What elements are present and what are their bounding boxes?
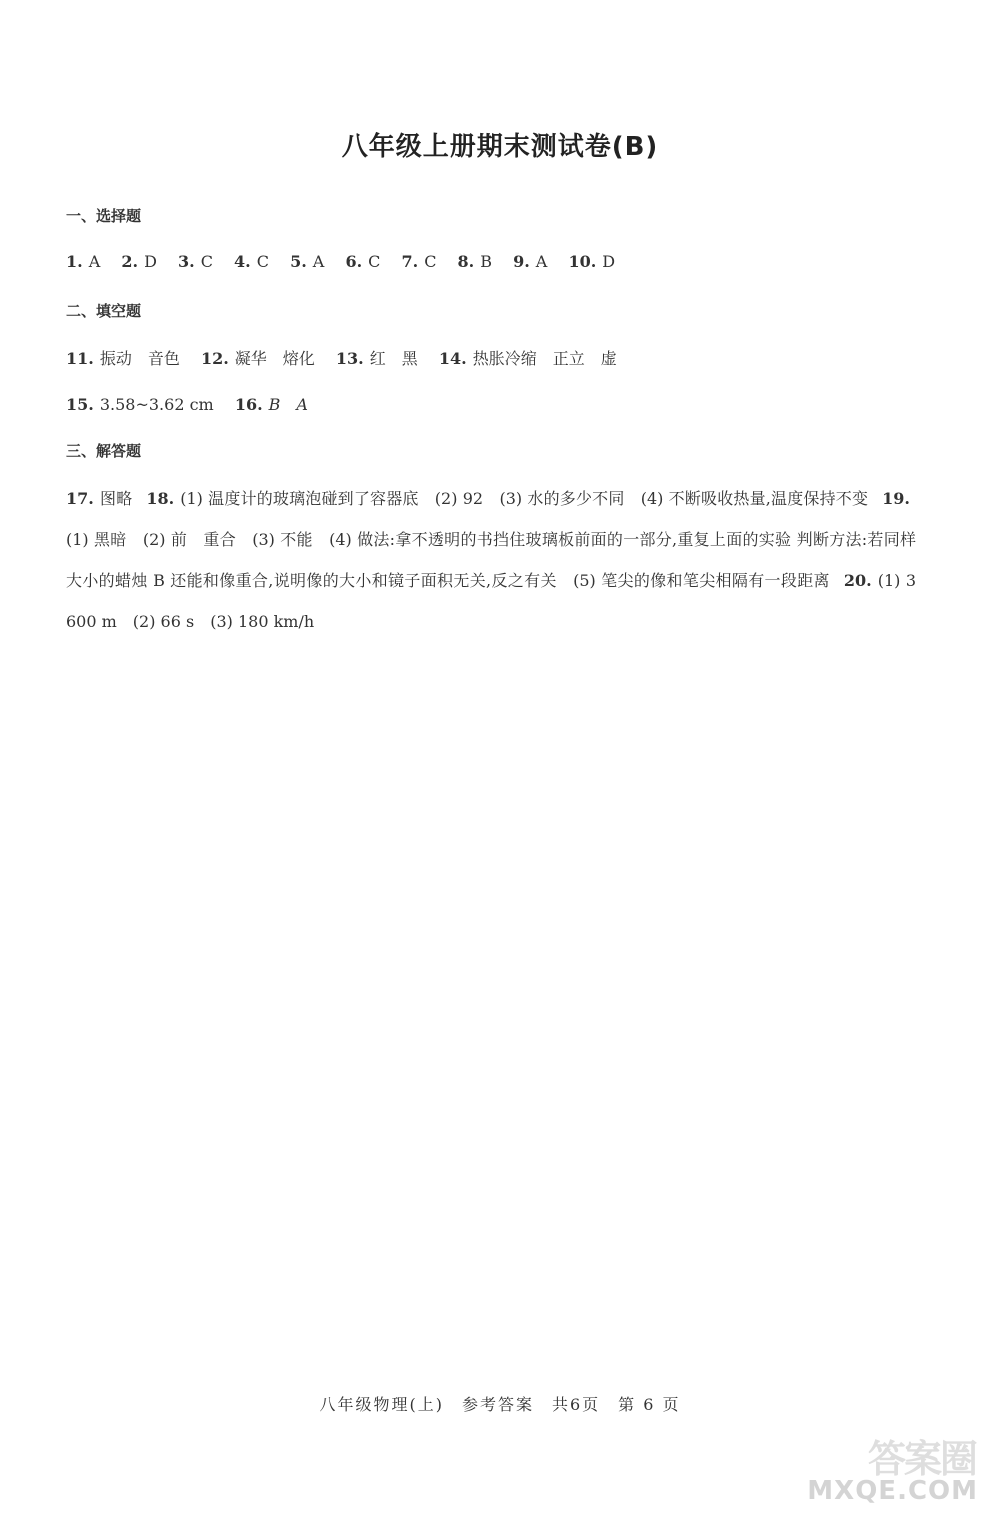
answer-item: 10. D	[568, 252, 616, 271]
fill-answers-line-1	[66, 346, 633, 369]
section-heading-choice: 一、选择题	[66, 207, 142, 225]
answer-item: 4. C	[234, 252, 269, 271]
watermark-logo	[800, 1426, 990, 1512]
answer-item: 1. A	[66, 252, 101, 271]
answer-paragraph	[66, 478, 916, 642]
watermark-url: MXQE.COM	[807, 1476, 978, 1506]
answer-item: 7. C	[401, 252, 437, 271]
section-heading-answer: 三、解答题	[66, 442, 142, 460]
answer-item: 14. 热胀冷缩 正立 虚	[438, 349, 617, 368]
question-number: 20.	[843, 571, 872, 590]
answer-text: 图略	[99, 489, 133, 508]
answer-item: 16. B A	[234, 395, 308, 414]
answer-item: 6. C	[345, 252, 381, 271]
answer-text: (1) 温度计的玻璃泡碰到了容器底 (2) 92 (3) 水的多少不同 (4) 不断吸收热量,温度保持不变	[180, 489, 869, 508]
choice-answers	[66, 252, 631, 271]
answer-item: 11. 振动 音色	[66, 349, 180, 368]
answer-text: (1) 黑暗 (2) 前 重合 (3) 不能 (4) 做法:拿不透明的书挡住玻璃板前面的一部分,重复上面的实验 判断方法:若同样大小的蜡烛 B 还能和像重合,说明像的大小和镜子面积无关,反之有关 (5) 笔尖的像和笔尖相隔有一段距离	[66, 530, 916, 590]
answer-item: 8. B	[457, 252, 492, 271]
question-number: 19.	[882, 489, 910, 508]
answer-item: 2. D	[121, 252, 157, 271]
question-number: 17.	[66, 489, 94, 508]
answer-item: 13. 红 黑	[335, 349, 418, 368]
answer-item: 3. C	[177, 252, 213, 271]
answer-item: 12. 凝华 熔化	[200, 349, 315, 368]
answer-item: 15. 3.58~3.62 cm	[66, 395, 214, 414]
section-heading-fill: 二、填空题	[66, 302, 142, 320]
fill-answers-line-2	[66, 392, 324, 415]
answer-text: (1) 3 600 m (2) 66 s (3) 180 km/h	[66, 571, 916, 631]
page-footer: 八年级物理(上) 参考答案 共6页 第 6 页	[319, 1395, 681, 1414]
page-title: 八年级上册期末测试卷(B)	[341, 132, 659, 162]
watermark-logo-text: 答案圈	[867, 1437, 976, 1481]
question-number: 18.	[146, 489, 175, 508]
answer-item: 9. A	[513, 252, 548, 271]
answer-item: 5. A	[290, 252, 325, 271]
